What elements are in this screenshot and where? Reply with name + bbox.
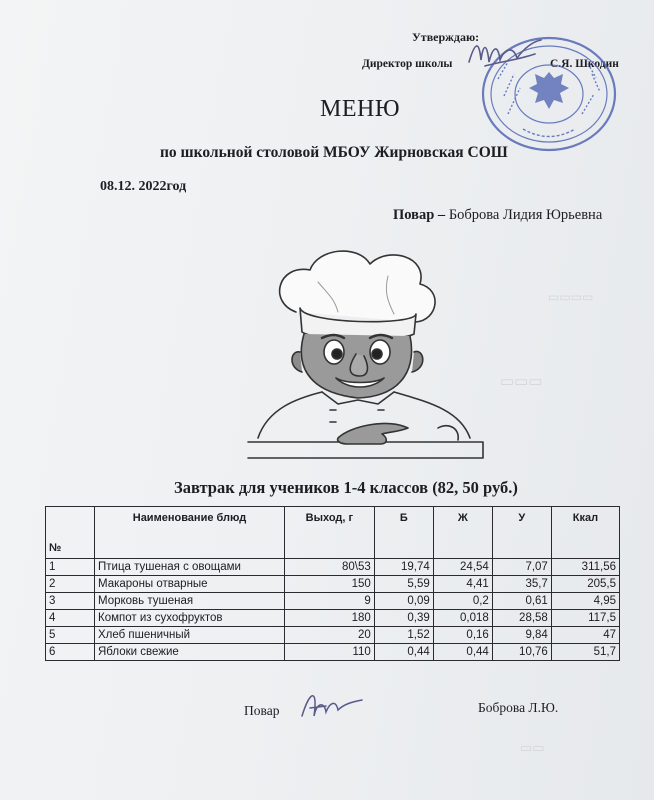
dish-carbs: 10,76	[492, 644, 551, 661]
column-header-dish: Наименование блюд	[95, 507, 285, 559]
table-header-row	[46, 507, 620, 559]
chef-illustration	[238, 242, 508, 462]
dish-kcal: 4,95	[551, 593, 619, 610]
dish-protein: 1,52	[374, 627, 433, 644]
approval-line	[362, 58, 619, 70]
dish-name: Макароны отварные	[95, 576, 285, 593]
bleed-through: ▭▭	[520, 740, 545, 755]
cook-name: Боброва Лидия Юрьевна	[448, 207, 603, 223]
table-row	[46, 559, 620, 576]
dish-carbs: 0,61	[492, 593, 551, 610]
footer-cook-name: Боброва Л.Ю.	[478, 700, 559, 715]
dish-protein: 5,59	[374, 576, 433, 593]
table-row	[46, 644, 620, 661]
column-header-fat: Ж	[433, 507, 492, 559]
dish-name: Морковь тушеная	[95, 593, 285, 610]
row-number: 4	[46, 610, 95, 627]
dish-protein: 0,39	[374, 610, 433, 627]
dish-name: Яблоки свежие	[95, 644, 285, 661]
director-signature	[465, 32, 545, 74]
row-number: 6	[46, 644, 95, 661]
dish-name: Компот из сухофруктов	[95, 610, 285, 627]
dish-protein: 19,74	[374, 559, 433, 576]
dish-yield: 80\53	[285, 559, 375, 576]
dish-name: Хлеб пшеничный	[95, 627, 285, 644]
dish-fat: 0,2	[433, 593, 492, 610]
dish-kcal: 47	[551, 627, 619, 644]
dish-carbs: 35,7	[492, 576, 551, 593]
table-row	[46, 576, 620, 593]
dish-carbs: 7,07	[492, 559, 551, 576]
dish-kcal: 117,5	[551, 610, 619, 627]
dish-carbs: 9,84	[492, 627, 551, 644]
footer-cook-label: Повар	[244, 703, 280, 718]
row-number: 3	[46, 593, 95, 610]
column-header-kcal: Ккал	[551, 507, 619, 559]
row-number: 5	[46, 627, 95, 644]
page-subtitle: по школьной столовой МБОУ Жирновская СОШ	[160, 144, 508, 161]
page-title: МЕНЮ	[320, 96, 400, 122]
dish-kcal: 205,5	[551, 576, 619, 593]
column-header-number: №	[46, 507, 95, 559]
dish-yield: 9	[285, 593, 375, 610]
column-header-protein: Б	[374, 507, 433, 559]
table-row	[46, 627, 620, 644]
dish-fat: 0,44	[433, 644, 492, 661]
menu-date: 08.12. 2022год	[100, 179, 187, 194]
cook-signature	[296, 686, 366, 724]
menu-table	[45, 506, 620, 661]
approval-title: Утверждаю:	[412, 30, 480, 44]
column-header-yield: Выход, г	[285, 507, 375, 559]
bleed-through: ▭▭▭▭	[548, 290, 594, 304]
table-row	[46, 610, 620, 627]
cook-line	[393, 207, 602, 224]
director-name: С.Я. Шкодин	[550, 58, 619, 70]
cook-label: Повар –	[393, 207, 446, 223]
dish-yield: 110	[285, 644, 375, 661]
bleed-through: ▭▭▭	[500, 374, 543, 390]
dish-carbs: 28,58	[492, 610, 551, 627]
dish-yield: 180	[285, 610, 375, 627]
dish-protein: 0,44	[374, 644, 433, 661]
dish-fat: 0,16	[433, 627, 492, 644]
dish-name: Птица тушеная с овощами	[95, 559, 285, 576]
row-number: 2	[46, 576, 95, 593]
dish-fat: 4,41	[433, 576, 492, 593]
dish-yield: 150	[285, 576, 375, 593]
table-row	[46, 593, 620, 610]
dish-kcal: 51,7	[551, 644, 619, 661]
dish-fat: 0,018	[433, 610, 492, 627]
row-number: 1	[46, 559, 95, 576]
dish-protein: 0,09	[374, 593, 433, 610]
dish-yield: 20	[285, 627, 375, 644]
dish-fat: 24,54	[433, 559, 492, 576]
column-header-carbs: У	[492, 507, 551, 559]
dish-kcal: 311,56	[551, 559, 619, 576]
breakfast-heading: Завтрак для учеников 1-4 классов (82, 50 руб.)	[174, 478, 518, 497]
director-role: Директор школы	[362, 58, 453, 70]
